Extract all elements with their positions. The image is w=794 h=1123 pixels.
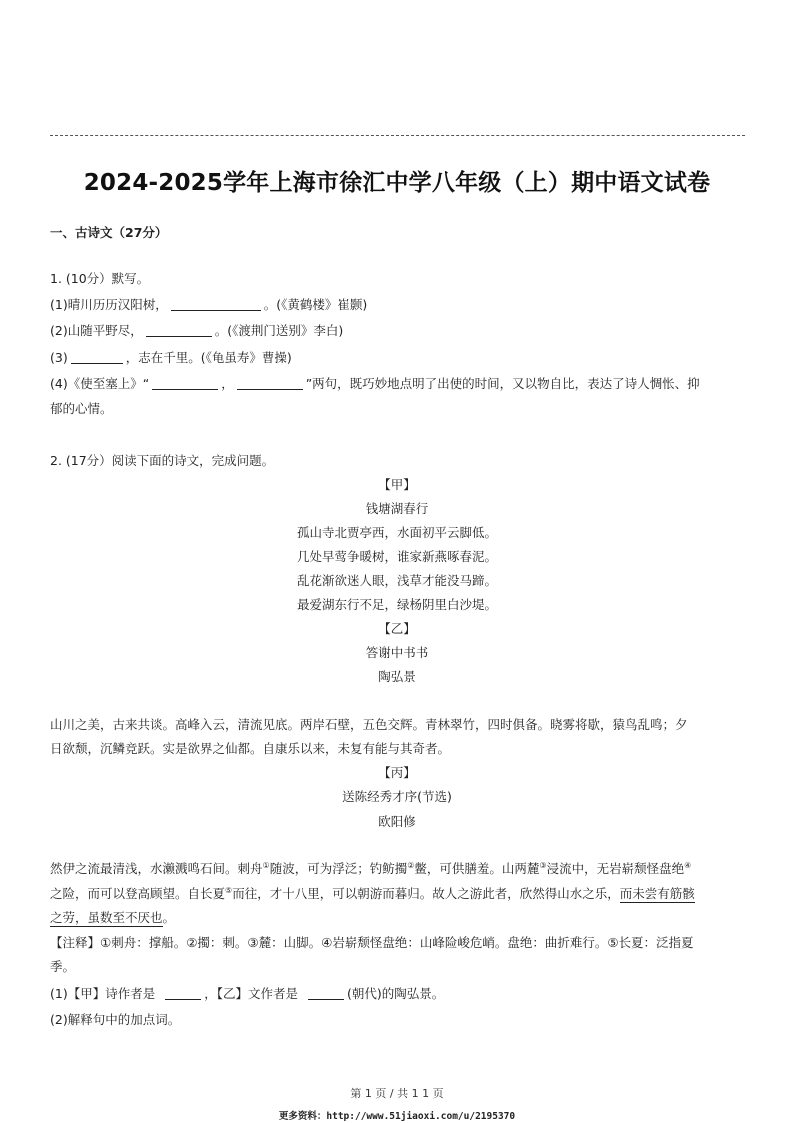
q2-sub-2: (2)解释句中的加点词。 bbox=[50, 1012, 181, 1027]
page-footer: 第 1 页 / 共 1 1 页 bbox=[350, 1087, 444, 1100]
footnote-marker: ④ bbox=[684, 860, 692, 870]
passage-bing-author: 欧阳修 bbox=[378, 814, 416, 829]
text-run: ，【乙】文作者是 bbox=[204, 986, 298, 1001]
passage-yi-author: 陶弘景 bbox=[378, 669, 416, 684]
footnote-marker: ① bbox=[262, 860, 270, 870]
passage-yi-title: 答谢中书书 bbox=[365, 645, 429, 660]
passage-yi-tag: 【乙】 bbox=[378, 621, 416, 636]
answer-blank[interactable] bbox=[71, 351, 123, 364]
q1-stem: 1. (10分）默写。 bbox=[50, 271, 150, 286]
answer-blank[interactable] bbox=[146, 324, 212, 337]
answer-blank[interactable] bbox=[152, 377, 218, 390]
q1-item-4-label: (4)《使至塞上》“ bbox=[50, 376, 150, 391]
answer-blank[interactable] bbox=[308, 987, 344, 1000]
q2-stem: 2. (17分）阅读下面的诗文，完成问题。 bbox=[50, 453, 275, 468]
section-heading: 一、古诗文（27分） bbox=[50, 225, 168, 240]
poem-line: 乱花渐欲迷人眼，浅草才能没马蹄。 bbox=[296, 573, 497, 588]
q1-item-1-text: (1)晴川历历汉阳树， bbox=[50, 297, 168, 312]
text-run: (朝代)的陶弘景。 bbox=[346, 986, 445, 1001]
q1-item-3 bbox=[50, 350, 292, 366]
passage-yi-text: 山川之美，古来共谈。高峰入云，清流见底。两岸石壁，五色交辉。青林翠竹，四时俱备。晓雾将歇，猿鸟乱鸣；夕 bbox=[50, 717, 688, 732]
q1-item-4 bbox=[50, 376, 700, 392]
passage-bing-text bbox=[50, 910, 175, 926]
poem-line: 几处早莺争暖树，谁家新燕啄春泥。 bbox=[296, 549, 497, 564]
passage-yi-text: 日欲颓，沉鳞竞跃。实是欲界之仙都。自康乐以来，未复有能与其奇者。 bbox=[50, 741, 451, 756]
text-run: (1)【甲】诗作者是 bbox=[50, 986, 156, 1001]
annotation-notes: 【注释】①刺舟：撑船。②擉：刺。③麓：山脚。④岩崭颓怪盘绝：山峰险峻危峭。盘绝：曲折难行。⑤长夏：泛指夏 bbox=[50, 935, 694, 950]
passage-jia-tag: 【甲】 bbox=[378, 477, 416, 492]
answer-blank[interactable] bbox=[171, 298, 261, 311]
q1-item-4-text: ”两句，既巧妙地点明了出使的时间，又以物自比，表达了诗人惆怅、抑 bbox=[305, 376, 700, 391]
q2-sub-1 bbox=[50, 986, 444, 1002]
answer-blank[interactable] bbox=[165, 987, 201, 1000]
footnote-marker: ② bbox=[407, 860, 415, 870]
annotation-notes: 季。 bbox=[50, 959, 76, 974]
text-run: 而往，才十八里，可以朝游而暮归。故人之游此者，欣然得山水之乐， bbox=[232, 886, 620, 901]
passage-bing-text bbox=[50, 861, 691, 877]
poem-line: 孤山寺北贾亭西，水面初平云脚低。 bbox=[296, 525, 497, 540]
text-run: 然伊之流最清浅，水濑溅鸣石间。刺舟 bbox=[50, 861, 263, 876]
underlined-sentence: 而未尝有筋骸 bbox=[619, 886, 695, 901]
q1-item-3-text: ，志在千里。(《龟虽寿》曹操) bbox=[125, 350, 292, 365]
q1-item-2-text: (2)山随平野尽， bbox=[50, 323, 143, 338]
poem-line: 最爱湖东行不足，绿杨阴里白沙堤。 bbox=[296, 597, 497, 612]
q1-item-2-source: 。(《渡荆门送别》李白) bbox=[214, 323, 344, 338]
q1-item-1-source: 。(《黄鹤楼》崔颢) bbox=[263, 297, 368, 312]
passage-jia-title: 钱塘湖春行 bbox=[365, 501, 429, 516]
resource-link[interactable]: 更多资料：http://www.51jiaoxi.com/u/2195370 bbox=[278, 1111, 516, 1122]
q1-item-2 bbox=[50, 323, 343, 339]
q1-item-4-continued: 郁的心情。 bbox=[50, 401, 113, 416]
text-run: 随波，可为浮泛；钓鲂擉 bbox=[269, 861, 408, 876]
passage-bing-title: 送陈经秀才序(节选) bbox=[342, 789, 452, 804]
passage-bing-tag: 【丙】 bbox=[378, 765, 416, 780]
q1-item-3-label: (3) bbox=[50, 350, 68, 365]
answer-blank[interactable] bbox=[237, 377, 303, 390]
q1-item-4-comma: ， bbox=[221, 376, 234, 391]
top-dashed-divider bbox=[50, 135, 745, 136]
footnote-marker: ⑤ bbox=[225, 885, 233, 895]
passage-bing-text bbox=[50, 886, 695, 902]
text-run: 之险，而可以登高顾望。自长夏 bbox=[50, 886, 226, 901]
q1-item-1 bbox=[50, 297, 367, 313]
text-run: 鳖，可供膳羞。山两麓 bbox=[414, 861, 540, 876]
footnote-marker: ③ bbox=[539, 860, 547, 870]
text-run: 。 bbox=[162, 910, 176, 925]
text-run: 浸流中，无岩崭颓怪盘绝 bbox=[546, 861, 685, 876]
underlined-sentence: 之劳，虽数至不厌也 bbox=[50, 910, 163, 925]
exam-title: 2024-2025学年上海市徐汇中学八年级（上）期中语文试卷 bbox=[83, 170, 711, 196]
